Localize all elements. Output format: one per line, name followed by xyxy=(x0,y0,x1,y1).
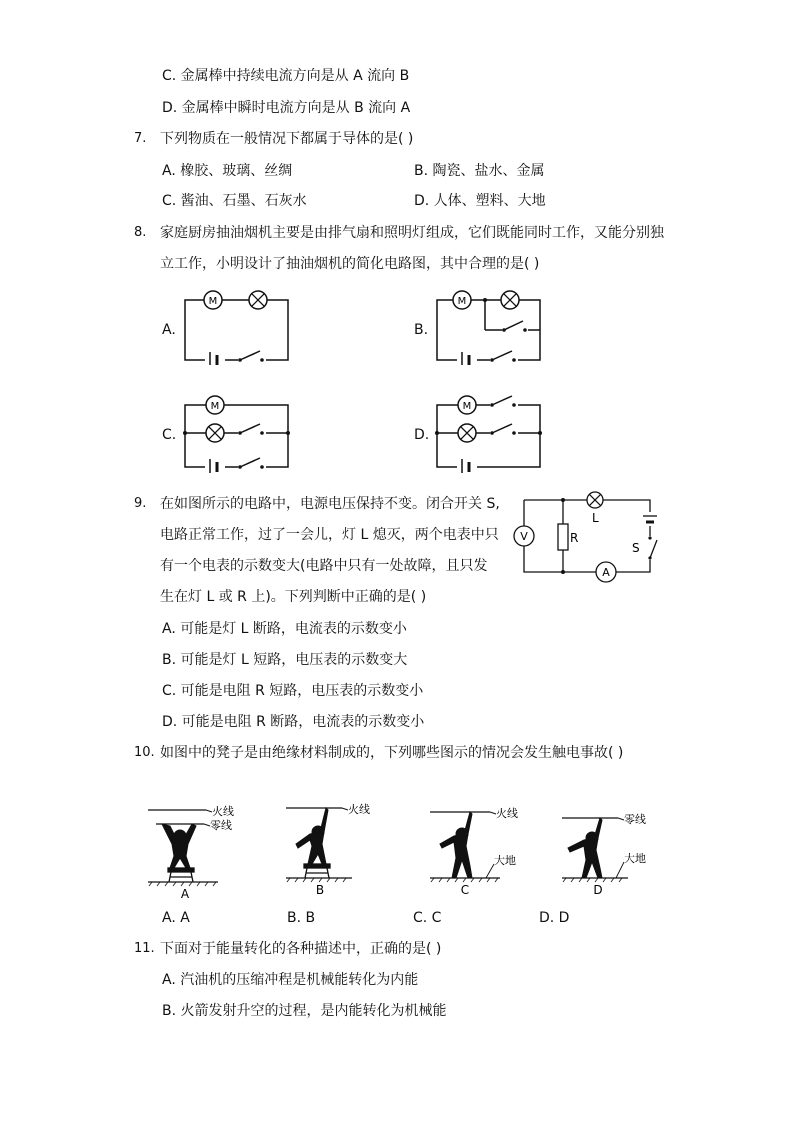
svg-text:大地: 大地 xyxy=(494,854,516,867)
stool-icon xyxy=(168,868,194,882)
person-icon xyxy=(568,818,602,878)
person-icon xyxy=(296,808,328,864)
q9-option-d: D. 可能是电阻 R 断路，电流表的示数变小 xyxy=(162,714,425,730)
q10-option-a: A. A xyxy=(162,910,190,926)
q10-figure-c xyxy=(424,798,534,904)
svg-text:C: C xyxy=(460,883,470,897)
q8-number: 8. xyxy=(134,225,147,240)
q11-number: 11. xyxy=(134,941,155,956)
q10-figure-b xyxy=(280,798,380,904)
q8-label-b: B. xyxy=(414,322,429,338)
q7-option-a: A. 橡胶、玻璃、丝绸 xyxy=(162,163,293,179)
svg-text:M: M xyxy=(210,401,220,412)
q8-label-c: C. xyxy=(162,427,177,443)
svg-text:火线: 火线 xyxy=(496,807,518,820)
q11-option-a: A. 汽油机的压缩冲程是机械能转化为内能 xyxy=(162,972,419,988)
q10-stem: 如图中的凳子是由绝缘材料制成的，下列哪些图示的情况会发生触电事故( ) xyxy=(160,745,624,761)
q9-stem-line3: 有一个电表的示数变大(电路中只有一处故障，且只发 xyxy=(160,558,488,574)
q9-stem-line2: 电路正常工作，过了一会儿，灯 L 熄灭，两个电表中只 xyxy=(160,527,499,543)
svg-text:零线: 零线 xyxy=(210,819,232,832)
q7-number: 7. xyxy=(134,131,147,146)
svg-text:M: M xyxy=(462,401,472,412)
q10-figure-a xyxy=(146,798,246,904)
q8-circuit-d xyxy=(432,393,547,473)
svg-text:A: A xyxy=(180,887,190,901)
svg-text:L: L xyxy=(592,511,599,525)
q11-stem: 下面对于能量转化的各种描述中，正确的是( ) xyxy=(160,941,442,957)
svg-text:A: A xyxy=(602,566,610,579)
q7-option-d: D. 人体、塑料、大地 xyxy=(414,193,546,209)
q10-figure-d xyxy=(556,798,676,904)
svg-text:大地: 大地 xyxy=(624,852,646,865)
resistor-icon xyxy=(558,524,568,550)
q8-label-a: A. xyxy=(162,322,176,338)
q7-option-c: C. 酱油、石墨、石灰水 xyxy=(162,193,307,209)
svg-text:R: R xyxy=(570,531,579,545)
svg-text:火线: 火线 xyxy=(348,803,370,816)
q8-stem-line1: 家庭厨房抽油烟机主要是由排气扇和照明灯组成，它们既能同时工作，又能分别独 xyxy=(160,225,664,241)
q8-circuit-a xyxy=(180,285,295,365)
q7-stem: 下列物质在一般情况下都属于导体的是( ) xyxy=(160,131,414,147)
svg-text:V: V xyxy=(520,530,528,543)
q9-circuit-figure xyxy=(508,488,668,588)
q10-option-c: C. C xyxy=(413,910,442,926)
stool-icon xyxy=(304,864,330,878)
q11-option-b: B. 火箭发射升空的过程，是内能转化为机械能 xyxy=(162,1003,447,1019)
q6-option-d: D. 金属棒中瞬时电流方向是从 B 流向 A xyxy=(162,100,411,116)
svg-text:S: S xyxy=(632,541,640,555)
q9-option-a: A. 可能是灯 L 断路，电流表的示数变小 xyxy=(162,621,407,637)
q7-option-b: B. 陶瓷、盐水、金属 xyxy=(414,163,545,179)
q9-stem-line4: 生在灯 L 或 R 上)。下列判断中正确的是( ) xyxy=(160,589,427,605)
q10-option-d: D. D xyxy=(539,910,570,926)
q10-number: 10. xyxy=(134,745,155,760)
svg-text:D: D xyxy=(593,883,603,897)
q9-stem-line1: 在如图所示的电路中，电源电压保持不变。闭合开关 S, xyxy=(160,496,500,512)
person-icon xyxy=(162,824,196,868)
q9-option-c: C. 可能是电阻 R 短路，电压表的示数变小 xyxy=(162,683,424,699)
svg-text:M: M xyxy=(457,296,467,307)
svg-text:火线: 火线 xyxy=(212,805,234,818)
q8-circuit-c xyxy=(180,393,295,473)
svg-text:B: B xyxy=(315,883,325,897)
motor-symbol: M xyxy=(208,296,218,307)
q6-option-c: C. 金属棒中持续电流方向是从 A 流向 B xyxy=(162,68,410,84)
q8-stem-line2: 立工作，小明设计了抽油烟机的简化电路图，其中合理的是( ) xyxy=(160,256,540,272)
q9-option-b: B. 可能是灯 L 短路，电压表的示数变大 xyxy=(162,652,408,668)
q9-number: 9. xyxy=(134,496,147,511)
q8-label-d: D. xyxy=(414,427,430,443)
q8-circuit-b xyxy=(432,285,547,365)
q10-option-b: B. B xyxy=(287,910,316,926)
person-icon xyxy=(440,812,472,878)
svg-text:零线: 零线 xyxy=(624,813,646,826)
